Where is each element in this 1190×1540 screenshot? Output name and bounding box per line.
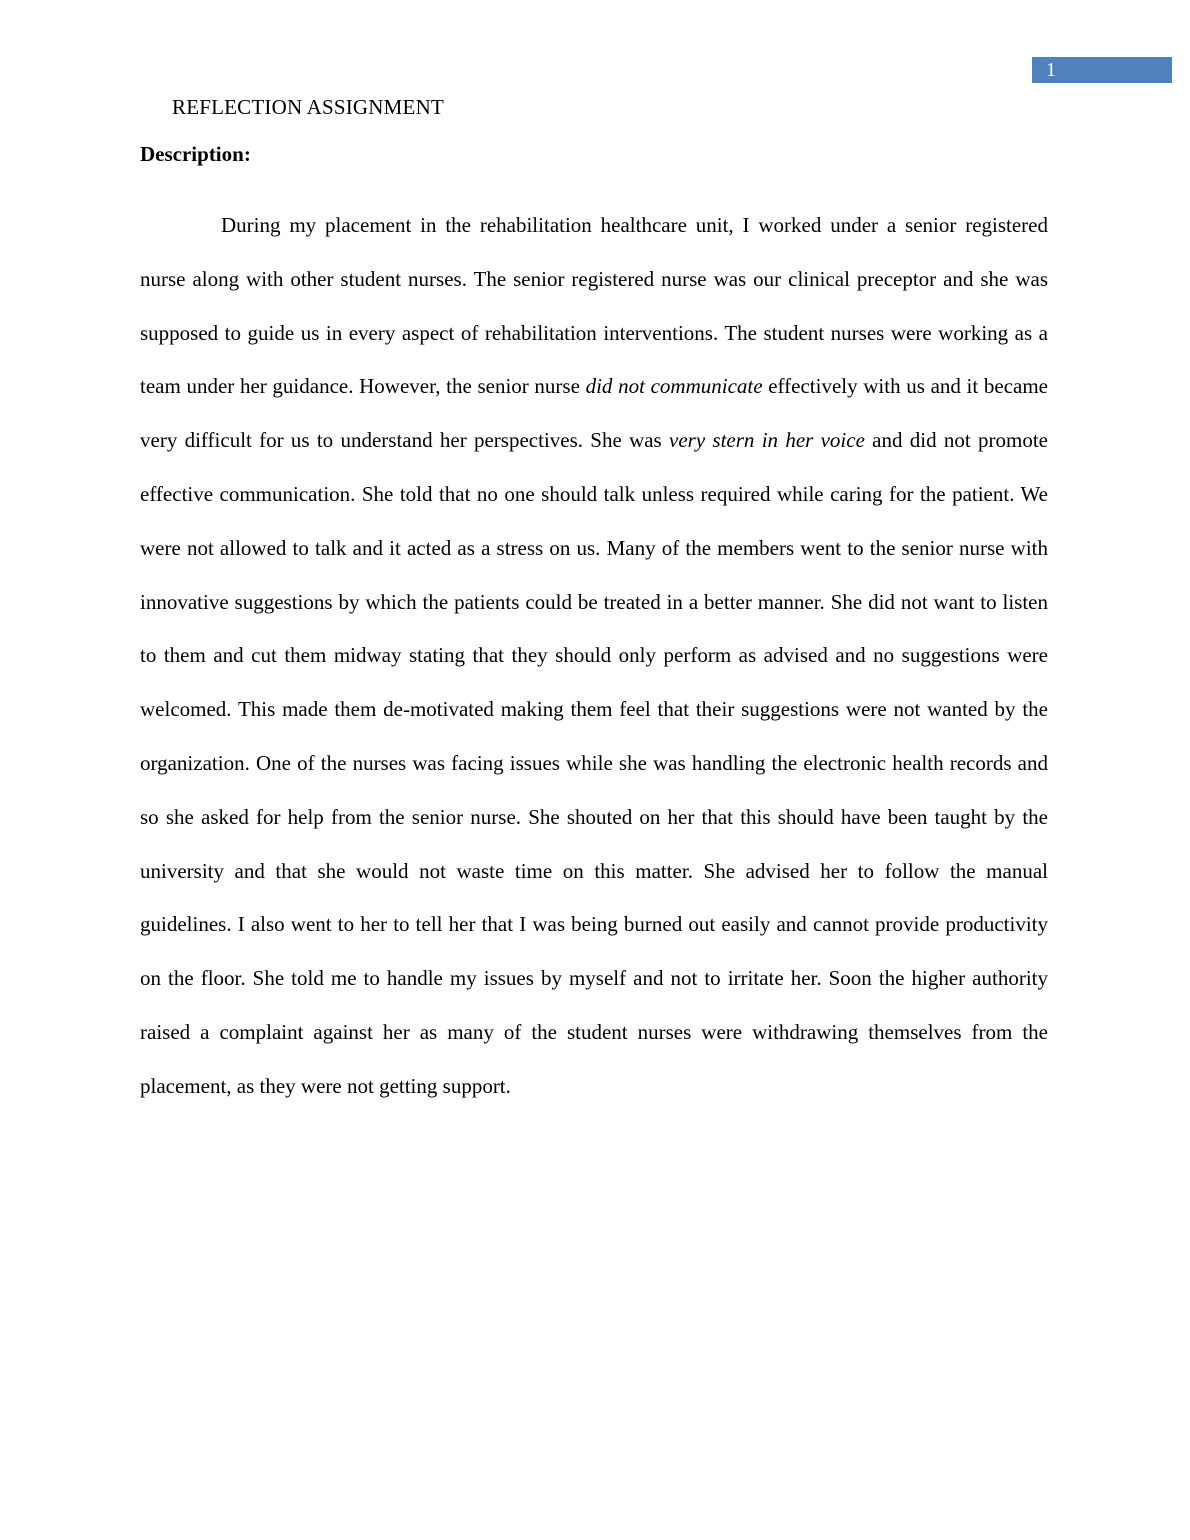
paragraph-text-part-3: and did not promote effective communication. She told that no one should talk unless required while caring for the patient. We were not allowed to talk and it acted as a stress on us. Many of the members went to the senior nurse with innovative suggestions by which the patients could be treated in a better manner. She did not want to listen to them and cut them midway stating that they should only perform as advised and no suggestions were welcomed. This made them de-motivated making them feel that their suggestions were not wanted by the organization. One of the nurses was facing issues while she was handling the electronic health records and so she asked for help from the senior nurse. She shouted on her that this should have been taught by the university and that she would not waste time on this matter. She advised her to follow the manual guidelines. I also went to her to tell her that I was being burned out easily and cannot provide productivity on the floor. She told me to handle my issues by myself and not to irritate her. Soon the higher authority raised a complaint against her as many of the student nurses were withdrawing themselves from the placement, as they were not getting support.: [140, 428, 1048, 1098]
emphasis-very-stern: very stern in her voice: [669, 428, 865, 453]
section-heading: Description:: [140, 142, 251, 166]
paragraph-text-part-1: During my placement in the rehabilitation healthcare unit, I worked under a senior registered nurse along with other student nurses. The senior registered nurse was our clinical preceptor and she was supposed to guide us in every aspect of rehabilitation interventions. The student nurses were working as a team under her guidance. However, the senior nurse: [140, 213, 1048, 399]
running-head: REFLECTION ASSIGNMENT: [172, 95, 444, 119]
page-number: 1: [1032, 57, 1172, 83]
paragraph-text-part-2: effectively with us and it became very difficult for us to understand her perspectives. She was: [140, 374, 1048, 453]
emphasis-did-not-communicate: did not communicate: [585, 374, 763, 399]
body-paragraph: [140, 199, 1048, 1114]
